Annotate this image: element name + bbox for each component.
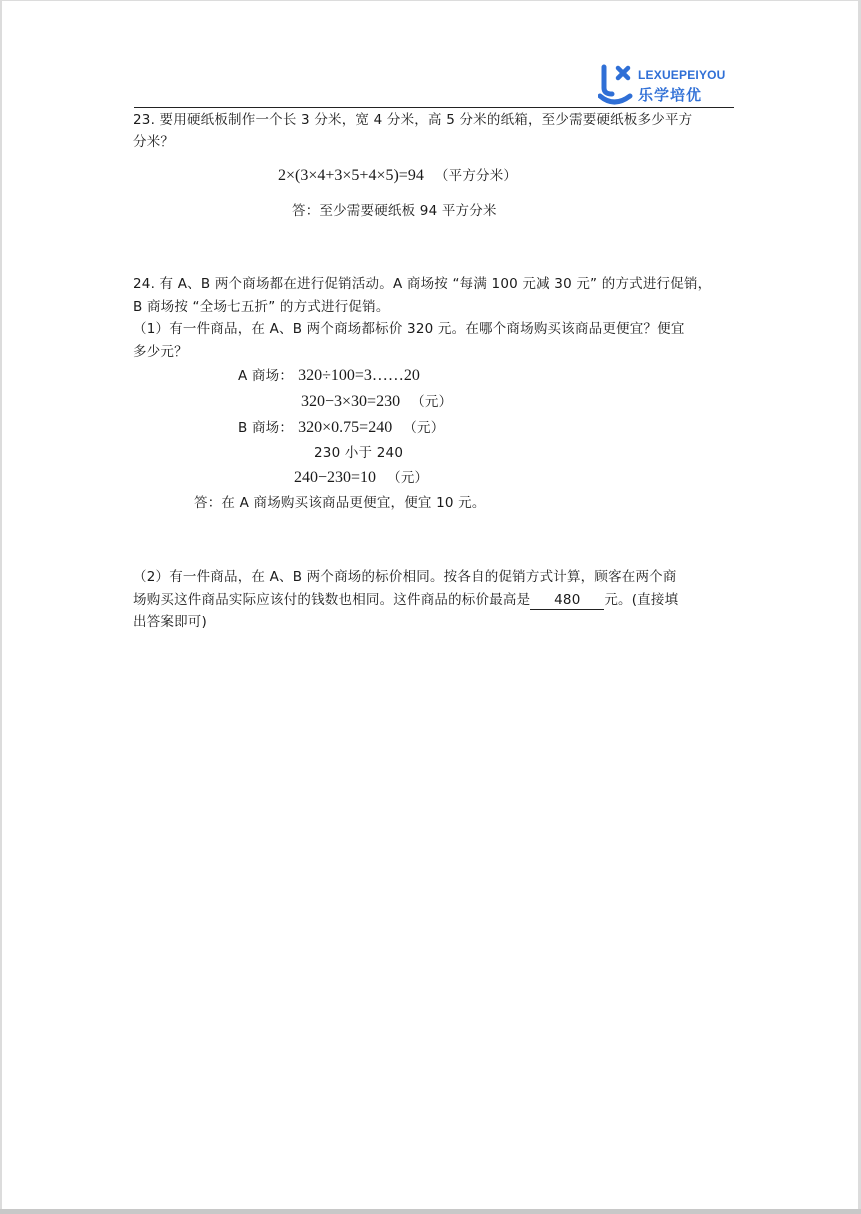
q24-text-line2: B 商场按 “全场七五折” 的方式进行促销。 bbox=[133, 299, 390, 315]
q24-b-calc bbox=[238, 417, 444, 439]
q24-a-calc-1 bbox=[238, 365, 420, 387]
q24-part2-line1: （2）有一件商品，在 A、B 两个商场的标价相同。按各自的促销方式计算，顾客在两个商 bbox=[133, 569, 677, 585]
a-step2: 320−3×30=230 bbox=[301, 393, 401, 410]
q24-part1-line2: 多少元？ bbox=[133, 344, 188, 360]
q24-part2-line3: 出答案即可) bbox=[133, 614, 207, 630]
q24-part1-line1: （1）有一件商品，在 A、B 两个商场都标价 320 元。在哪个商场购买该商品更便宜？便宜 bbox=[133, 321, 685, 337]
logo-text-en: LEXUEPEIYOU bbox=[638, 68, 726, 82]
diff-unit: （元） bbox=[387, 470, 429, 486]
b-step1-unit: （元） bbox=[403, 420, 445, 436]
q24-diff bbox=[294, 467, 428, 489]
viewer-bottom-edge bbox=[0, 1209, 861, 1214]
part2-line2-after: 元。(直接填 bbox=[604, 592, 679, 608]
b-step1: 320×0.75=240 bbox=[298, 419, 393, 436]
a-step2-unit: （元） bbox=[411, 394, 453, 410]
q23-text-line1: 23. 要用硬纸板制作一个长 3 分米，宽 4 分米，高 5 分米的纸箱，至少需要硬纸板多少平方 bbox=[133, 112, 693, 128]
q23-text-line2: 分米？ bbox=[133, 134, 175, 150]
q24-part1-answer: 答：在 A 商场购买该商品更便宜，便宜 10 元。 bbox=[194, 495, 486, 511]
brand-logo bbox=[598, 64, 738, 108]
q23-answer: 答：至少需要硬纸板 94 平方分米 bbox=[292, 203, 497, 219]
part2-line2-before: 场购买这件商品实际应该付的钱数也相同。这件商品的标价最高是 bbox=[133, 592, 531, 608]
header-rule bbox=[134, 107, 734, 108]
q24-compare: 230 小于 240 bbox=[314, 445, 404, 461]
diff-expr: 240−230=10 bbox=[294, 469, 377, 486]
q23-formula bbox=[278, 165, 517, 187]
b-store-label: B 商场： bbox=[238, 420, 294, 436]
q23-formula-unit: （平方分米） bbox=[434, 168, 518, 184]
answer-blank: 480 bbox=[530, 591, 604, 610]
logo-mark-icon bbox=[598, 64, 634, 106]
q24-part2-line2 bbox=[133, 589, 678, 611]
document-page bbox=[2, 1, 858, 1209]
logo-text-cn: 乐学培优 bbox=[638, 86, 703, 104]
q23-formula-expr: 2×(3×4+3×5+4×5)=94 bbox=[278, 167, 424, 184]
a-store-label: A 商场： bbox=[238, 368, 294, 384]
a-step1: 320÷100=3……20 bbox=[298, 367, 420, 384]
q24-text-line1: 24. 有 A、B 两个商场都在进行促销活动。A 商场按 “每满 100 元减 30 元” 的方式进行促销， bbox=[133, 276, 712, 292]
q24-a-calc-2 bbox=[301, 391, 452, 413]
